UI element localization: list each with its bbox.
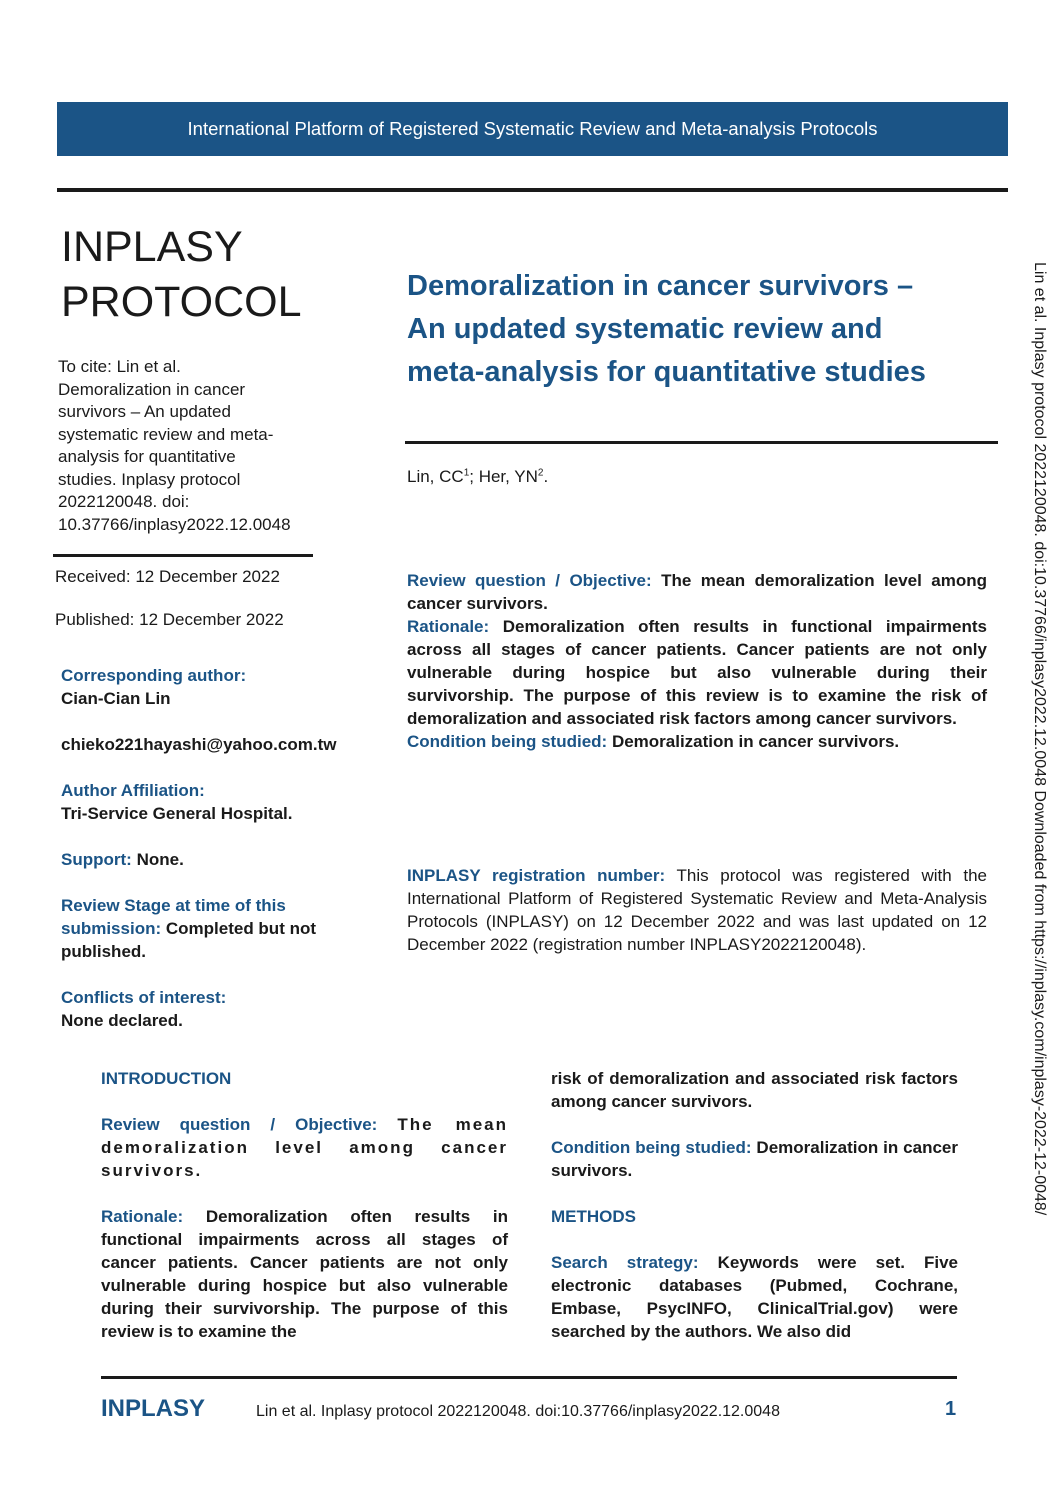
body-condition <box>551 1136 958 1182</box>
registration-block <box>407 864 987 956</box>
registration-label: INPLASY registration number: <box>407 866 666 885</box>
corresponding-author-name: Cian-Cian Lin <box>61 689 171 708</box>
review-stage-value: Completed but not published. <box>61 919 317 961</box>
methods-heading: METHODS <box>551 1207 636 1226</box>
review-stage-line <box>61 917 391 963</box>
body-rationale-text: Demoralization often results in functional impairments across all stages of cancer patients. Cancer patients are not only vulnerable during hospice but also vulnerable during their survivorship. The purpose of this review is to examine the <box>101 1207 508 1341</box>
body-condition-text: Demoralization in cancer survivors. <box>551 1138 958 1180</box>
abstract-condition-text: Demoralization in cancer survivors. <box>611 732 900 751</box>
conflicts-label: Conflicts of interest: <box>61 988 227 1007</box>
abstract-rq-text: The mean demoralization level among cancer survivors. <box>407 571 987 613</box>
author-meta <box>61 664 391 1032</box>
review-stage-label-line1: Review Stage at time of this <box>61 896 286 915</box>
cite-line: survivors – An updated <box>58 402 231 421</box>
cite-line: Demoralization in cancer <box>58 379 246 399</box>
protocol-title-line2: PROTOCOL <box>61 278 302 326</box>
author-1-affil: 1 <box>463 467 470 479</box>
affiliation-label: Author Affiliation: <box>61 781 205 800</box>
body-rq-label: Review question / Objective: <box>101 1115 378 1134</box>
cite-line: 10.37766/inplasy2022.12.0048 <box>58 514 291 534</box>
affiliation-value: Tri-Service General Hospital. <box>61 804 293 823</box>
conflicts-value: None declared. <box>61 1011 183 1030</box>
footer-brand: INPLASY <box>101 1395 206 1422</box>
cite-line: To cite: Lin et al. <box>58 357 181 376</box>
abstract-rq-label: Review question / Objective: <box>407 571 652 590</box>
cite-rule <box>53 554 313 557</box>
body-search-strategy <box>551 1251 958 1343</box>
cite-line: systematic review and meta- <box>58 424 274 444</box>
header-banner: International Platform of Registered Systematic Review and Meta-analysis Protocols <box>57 102 1008 156</box>
published-date: Published: 12 December 2022 <box>55 610 284 629</box>
abstract-condition-label: Condition being studied: <box>407 732 608 751</box>
body-rq-text: The mean demoralization level among cancer survivors. <box>101 1115 508 1180</box>
title-line1: Demoralization in cancer survivors – <box>407 270 914 302</box>
abstract-summary <box>407 569 987 753</box>
body-condition-label: Condition being studied: <box>551 1138 752 1157</box>
abstract-rationale-label: Rationale: <box>407 617 490 636</box>
paper-title <box>407 265 1007 394</box>
abstract-condition <box>407 730 987 753</box>
introduction-heading: INTRODUCTION <box>101 1069 232 1088</box>
corresponding-author-label: Corresponding author: <box>61 666 247 685</box>
side-download-note: Lin et al. Inplasy protocol 2022120048. doi:10.37766/inplasy2022.12.0048 Downloaded from https://inplasy.com/inplasy-2022-12-0048/ <box>1031 262 1048 1216</box>
body-review-question <box>101 1113 508 1182</box>
corresponding-author-email[interactable]: chieko221hayashi@yahoo.com.tw <box>61 735 337 754</box>
support-line <box>61 848 391 871</box>
support-label: Support: <box>61 850 132 869</box>
author-2-affil: 2 <box>537 467 544 479</box>
cite-line: analysis for quantitative <box>58 447 236 466</box>
page-number: 1 <box>945 1398 957 1420</box>
abstract-rationale <box>407 615 987 730</box>
protocol-title-line1: INPLASY <box>61 223 243 271</box>
author-2: ; Her, YN <box>469 467 538 486</box>
author-list <box>407 467 548 487</box>
body-rationale <box>101 1205 508 1343</box>
review-stage-label-line2: submission: <box>61 919 162 938</box>
protocol-title <box>61 220 361 330</box>
cite-line: studies. Inplasy protocol <box>58 469 241 489</box>
footer-rule <box>101 1376 957 1379</box>
author-1: Lin, CC <box>407 467 464 486</box>
search-strategy-text: Keywords were set. Five electronic databases (Pubmed, Cochrane, Embase, PsycINFO, ClinicalTrial.gov) were searched by the authors. We also did <box>551 1253 958 1341</box>
title-rule <box>405 441 998 444</box>
support-value: None. <box>136 850 184 869</box>
body-column-right <box>551 1067 958 1343</box>
body-rationale-label: Rationale: <box>101 1207 184 1226</box>
title-line3: meta-analysis for quantitative studies <box>407 356 926 388</box>
citation-block <box>58 356 333 536</box>
top-rule <box>57 188 1008 192</box>
cite-line: 2022120048. doi: <box>58 492 190 511</box>
footer-citation: Lin et al. Inplasy protocol 2022120048. doi:10.37766/inplasy2022.12.0048 <box>256 1403 780 1420</box>
received-date: Received: 12 December 2022 <box>55 567 280 586</box>
abstract-rationale-text: Demoralization often results in functional impairments across all stages of cancer patients. Cancer patients are not only vulnerable during hospice but also vulnerable during their survivorship. The purpose of this review is to examine the risk of demoralization and associated risk factors among cancer survivors. <box>407 617 987 728</box>
search-strategy-label: Search strategy: <box>551 1253 699 1272</box>
title-line2: An updated systematic review and <box>407 313 883 345</box>
abstract-review-question <box>407 569 987 615</box>
author-list-end: . <box>543 467 549 486</box>
body-rationale-continued: risk of demoralization and associated risk factors among cancer survivors. <box>551 1069 958 1111</box>
registration-text: This protocol was registered with the International Platform of Registered Systematic Review and Meta-Analysis Protocols (INPLASY) on 12 December 2022 and was last updated on 12 December 2022 (registration number INPLASY2022120048). <box>407 866 987 954</box>
body-column-left <box>101 1067 508 1343</box>
